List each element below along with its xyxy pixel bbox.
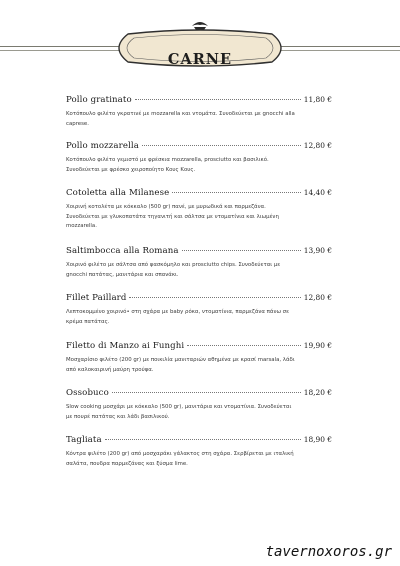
item-description: Κοτόπουλο φιλέτο γεμιστό με φρέσκια mozzarella, prosciutto και βασιλικό. Συνοδεύεται με φρέσκο χειροποίητο Κους Κους. (66, 157, 269, 173)
dot-leader (172, 192, 300, 193)
item-name: Pollo gratinato (66, 95, 132, 105)
menu-item (66, 341, 332, 375)
menu-item (66, 293, 332, 327)
watermark: tavernoxoros.gr (265, 544, 392, 560)
item-description: Μοσχαρίσιο φιλέτο (200 gr) με ποικιλία μανιταριών αθημένα με κρασί marsala, λάδι από καλοκαιρινή μαύρη τρούφα. (66, 357, 295, 373)
menu-item (66, 388, 332, 422)
item-price: 14,40 € (303, 188, 332, 197)
item-description: Χοιρινή κοτολέτα με κόκκαλο (500 gr) πανέ, με μυρωδικά και παρμεζάνα. Συνοδεύεται με γλυκοπατάτα τηγανιτή και σάλτσα με ντοματίνια και λιωμένη mozzarella. (66, 204, 279, 230)
item-description: Κόντρα φιλέτο (200 gr) από μοσχαράκι γάλακτος στη σχάρα. Σερβίρεται με ιταλική σαλάτα, πουδρα παρμεζάνας και ξύσμα lime. (66, 451, 294, 467)
item-name: Tagliata (66, 435, 102, 445)
banner-ornament-icon (108, 16, 292, 82)
item-name: Saltimbocca alla Romana (66, 246, 179, 256)
menu-item (66, 95, 332, 129)
item-price: 18,20 € (303, 388, 332, 397)
dot-leader (135, 99, 301, 100)
dot-leader (112, 392, 301, 393)
item-description: Κοτόπουλο φιλέτο γκρατινέ με mozzarella και ντομάτα. Συνοδεύεται με gnocchi alla caprese. (66, 111, 295, 127)
item-description: Slow cooking μοσχάρι με κόκκαλο (500 gr), μανιτάρια και ντοματίνια. Συνοδεύεται με πουρέ πατάτας και λάδι βασιλικού. (66, 404, 292, 420)
item-price: 13,90 € (303, 246, 332, 255)
page-title: CARNE (167, 51, 233, 68)
item-name: Pollo mozzarella (66, 141, 139, 151)
dot-leader (105, 439, 301, 440)
dot-leader (129, 297, 300, 298)
item-price: 12,80 € (303, 141, 332, 150)
item-name: Cotoletta alla Milanese (66, 188, 170, 198)
item-name: Fillet Paillard (66, 293, 127, 303)
menu-item (66, 246, 332, 280)
item-name: Filetto di Manzo ai Funghi (66, 341, 185, 351)
menu-item (66, 188, 332, 232)
item-description: Λεπτοκομμένο χοιρινό• στη σχάρα με baby ρόκα, ντοματίνια, παρμεζάνα πάνω σε κρέμα πατάτας. (66, 309, 290, 325)
dot-leader (142, 145, 301, 146)
item-price: 12,80 € (303, 293, 332, 302)
dot-leader (187, 345, 301, 346)
menu-item (66, 141, 332, 175)
item-description: Χοιρινό φιλέτο με σάλτσα από φασκόμηλο και prosciutto chips. Συνοδεύεται με gnocchi πατάτας, μανιτάρια και σπανάκι. (66, 262, 281, 278)
header-banner (108, 16, 292, 82)
item-price: 19,90 € (303, 341, 332, 350)
item-name: Ossobuco (66, 388, 109, 398)
menu-item (66, 435, 332, 469)
item-price: 18,90 € (303, 435, 332, 444)
item-price: 11,80 € (303, 95, 332, 104)
dot-leader (182, 250, 301, 251)
